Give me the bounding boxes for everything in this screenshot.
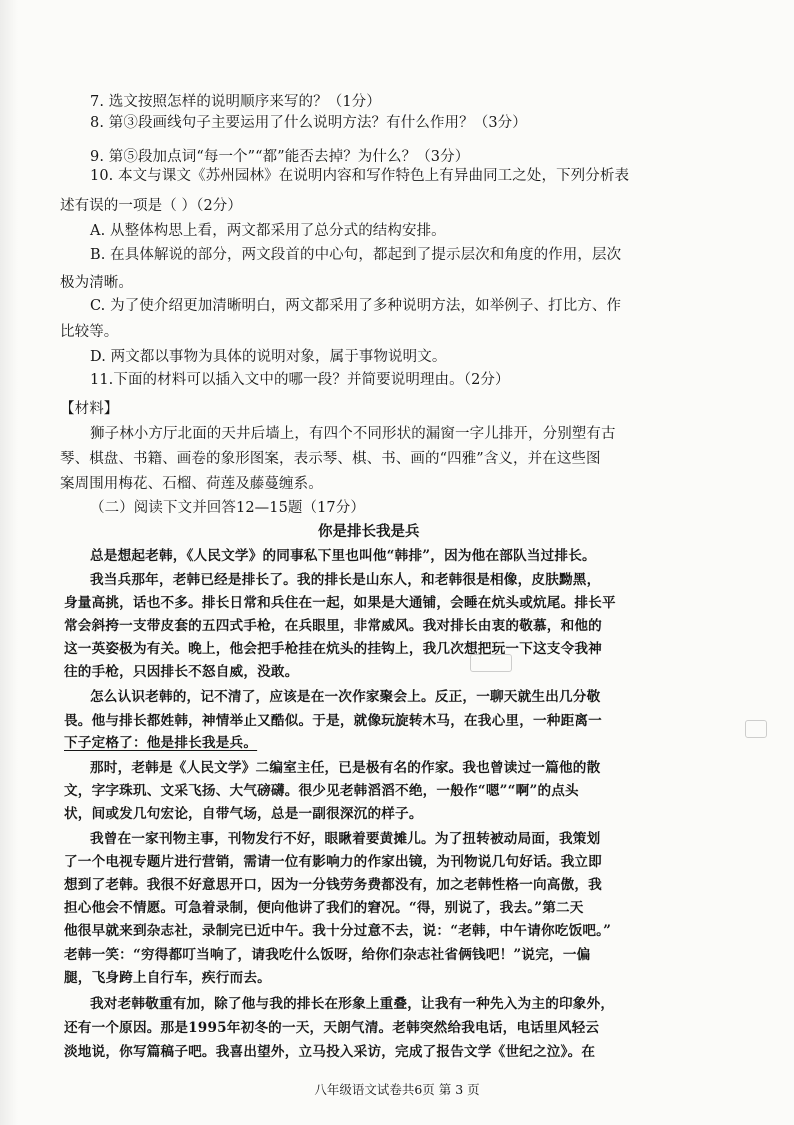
passage-line: 状，间或发几句宏论，自带气场，总是一副很深沉的样子。 [64,806,423,822]
question-10: 10. 本文与课文《苏州园林》在说明内容和写作特色上有异曲同工之处，下列分析表 [90,168,630,184]
page-footer: 八年级语文试卷共6页 第 3 页 [314,1082,480,1097]
option-b-cont: 极为清晰。 [60,275,133,291]
passage-line: 我对老韩敬重有加，除了他与我的排长在形象上重叠，让我有一种先入为主的印象外， [90,996,615,1012]
passage-line: 担心他会不情愿。可急着录制，便向他讲了我们的窘况。“得，别说了，我去。”第二天 [64,900,584,916]
question-7: 7. 选文按照怎样的说明顺序来写的？（1分） [90,94,381,110]
option-a: A. 从整体构思上看，两文都采用了总分式的结构安排。 [90,223,446,239]
passage-title: 你是排长我是兵 [318,523,420,540]
question-11: 11.下面的材料可以插入文中的哪一段？并简要说明理由。（2分） [90,372,510,388]
passage-line: 了一个电视专题片进行营销，需请一位有影响力的作家出镜，为刊物说几句好话。我立即 [64,854,602,870]
question-8: 8. 第③段画线句子主要运用了什么说明方法？有什么作用？（3分） [90,115,527,131]
passage-line: 我当兵那年，老韩已经是排长了。我的排长是山东人，和老韩很是相像，皮肤黝黑， [90,572,601,588]
passage-line: 往的手枪，只因排长不怒自威，没敢。 [64,664,299,680]
passage-line: 想到了老韩。我很不好意思开口，因为一分钱劳务费都没有，加之老韩性格一向高傲，我 [64,877,602,893]
section-heading: （二）阅读下文并回答12—15题（17分） [90,500,365,516]
passage-line: 常会斜挎一支带皮套的五四式手枪，在兵眼里，非常威风。我对排长由衷的敬慕，和他的 [64,618,602,634]
question-9: 9. 第⑤段加点词“每一个”“都”能否去掉？为什么？（3分） [90,149,470,165]
passage-line: 怎么认识老韩的，记不清了，应该是在一次作家聚会上。反正，一聊天就生出几分敬 [90,689,601,705]
passage-line: 老韩一笑：“穷得都叮当响了，请我吃什么饭呀，给你们杂志社省俩钱吧！”说完，一偏 [64,947,591,963]
option-b: B. 在具体解说的部分，两文段首的中心句，都起到了提示层次和角度的作用，层次 [90,247,622,263]
option-c: C. 为了使介绍更加清晰明白，两文都采用了多种说明方法，如举例子、打比方、作 [90,298,622,314]
option-c-cont: 比较等。 [60,324,119,340]
underlined-sentence: 下子定格了：他是排长我是兵。 [64,735,258,751]
passage-line: 他很早就来到杂志社，录制完已近中午。我十分过意不去，说：“老韩，中午请你吃饭吧。” [64,923,612,939]
passage-line: 腿，飞身跨上自行车，疾行而去。 [64,970,271,986]
passage-line: 文，字字珠玑、文采飞扬、大气磅礴。很少见老韩滔滔不绝，一般作“嗯”“啊”的点头 [64,783,579,799]
scan-mark [745,720,767,738]
material-line-3: 案周围用梅花、石榴、荷莲及藤蔓缠系。 [60,476,323,492]
passage-line: 这一英姿极为有关。晚上，他会把手枪挂在炕头的挂钩上，我几次想把玩一下这支令我神 [64,641,602,657]
material-line-1: 狮子林小方厅北面的天井后墙上，有四个不同形状的漏窗一字儿排开，分别塑有古 [90,426,616,442]
passage-line: 我曾在一家刊物主事，刊物发行不好，眼瞅着要黄摊儿。为了扭转被动局面，我策划 [90,831,601,847]
material-label: 【材料】 [60,401,119,417]
scan-edge-shadow [0,0,18,1125]
question-10-cont: 述有误的一项是（ ）（2分） [60,198,242,214]
passage-line: 身量高挑，话也不多。排长日常和兵住在一起，如果是大通铺，会睡在炕头或炕尾。排长平 [64,595,616,611]
option-d: D. 两文都以事物为具体的说明对象，属于事物说明文。 [90,349,447,365]
material-line-2: 琴、棋盘、书籍、画卷的象形图案，表示琴、棋、书、画的“四雅”含义，并在这些图 [60,451,601,467]
passage-line: 那时，老韩是《人民文学》二编室主任，已是极有名的作家。我也曾读过一篇他的散 [90,760,601,776]
passage-line: 淡地说，你写篇稿子吧。我喜出望外，立马投入采访，完成了报告文学《世纪之泣》。在 [64,1044,596,1060]
passage-line: 总是想起老韩，《人民文学》的同事私下里也叫他“韩排”，因为他在部队当过排长。 [90,548,596,564]
passage-line: 畏。他与排长都姓韩，神情举止又酷似。于是，就像玩旋转木马，在我心里，一种距离一 [64,713,602,729]
passage-line: 还有一个原因。那是1995年初冬的一天，天朗气清。老韩突然给我电话，电话里风轻云 [64,1020,600,1036]
